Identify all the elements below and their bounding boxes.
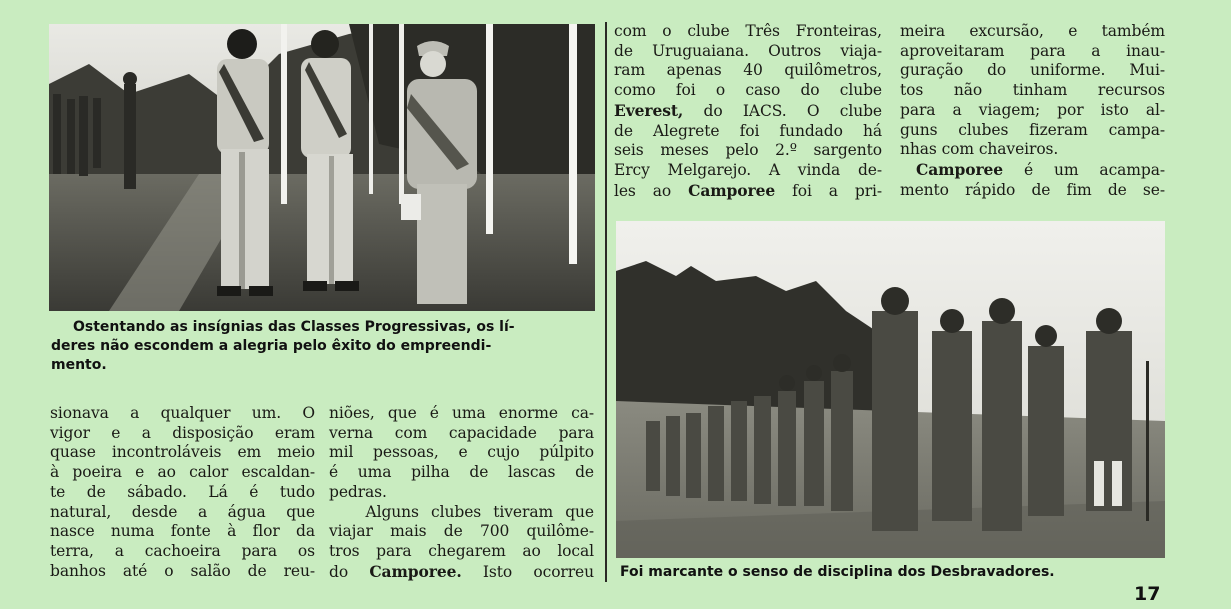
text-column-c — [614, 22, 882, 201]
text-line: verna com capacidade para — [329, 423, 594, 442]
photo-caption-discipline: Foi marcante o senso de disciplina dos Desbravadores. — [620, 564, 1055, 580]
text-line: é uma pilha de lascas de — [329, 463, 594, 482]
text-column-b — [329, 404, 594, 582]
text-line: terra, a cachoeira para os — [50, 541, 315, 560]
text-line: pedras. — [329, 482, 387, 501]
page-number: 17 — [1134, 583, 1161, 605]
photo-saluting-image — [616, 221, 1165, 558]
bold-term: Everest, — [614, 100, 684, 120]
text-line: aproveitaram para a inau- — [900, 41, 1165, 60]
text-line: te de sábado. Lá é tudo — [50, 482, 315, 501]
text-line: à poeira e ao calor escaldan- — [50, 463, 315, 482]
text-line: seis meses pelo 2.º sargento — [614, 141, 882, 160]
column-divider — [605, 22, 607, 582]
text-segment: Isto ocorreu — [461, 562, 595, 581]
text-segment: foi a pri- — [775, 181, 882, 200]
text-segment: é um acampa- — [1003, 160, 1165, 179]
text-line: com o clube Três Fronteiras, — [614, 22, 882, 40]
photo-leaders-image — [49, 24, 595, 311]
bold-term: Camporee. — [369, 561, 462, 581]
bold-term: Camporee — [916, 159, 1004, 179]
text-line: para a viagem; por isto al- — [900, 100, 1165, 119]
text-line — [329, 562, 594, 583]
text-line: viajar mais de 700 quilôme- — [329, 522, 594, 541]
text-line: ram apenas 40 quilômetros, — [614, 61, 882, 80]
text-line: de Uruguaiana. Outros viaja- — [614, 41, 882, 60]
caption-line: deres não escondem a alegria pelo êxito do empreendi- — [51, 338, 492, 354]
photo-leaders-with-insignia — [49, 24, 595, 311]
text-line: Ercy Melgarejo. A vinda de- — [614, 160, 882, 179]
text-line: guração do uniforme. Mui- — [900, 61, 1165, 80]
text-line: sionava a qualquer um. O — [50, 404, 315, 422]
text-line — [614, 181, 882, 202]
text-line: Alguns clubes tiveram que — [329, 502, 594, 521]
photo-pathfinders-saluting — [616, 221, 1165, 558]
bold-term: Camporee — [688, 180, 776, 200]
text-column-d — [900, 22, 1165, 200]
text-line: natural, desde a água que — [50, 502, 315, 521]
text-line: meira excursão, e também — [900, 22, 1165, 40]
text-line: mento rápido de fim de se- — [900, 180, 1165, 199]
caption-line: mento. — [51, 357, 107, 373]
text-line: niões, que é uma enorme ca- — [329, 404, 594, 422]
text-line: mil pessoas, e cujo púlpito — [329, 443, 594, 462]
text-line: de Alegrete foi fundado há — [614, 121, 882, 140]
text-line: como foi o caso do clube — [614, 81, 882, 100]
text-line: nasce numa fonte à flor da — [50, 522, 315, 541]
text-line: tos não tinham recursos — [900, 81, 1165, 100]
text-segment: do IACS. O clube — [683, 101, 882, 120]
text-line — [614, 101, 882, 122]
caption-line: Ostentando as insígnias das Classes Progressivas, os lí- — [73, 319, 515, 335]
text-line: tros para chegarem ao local — [329, 541, 594, 560]
text-line: nhas com chaveiros. — [900, 140, 1059, 159]
text-line: guns clubes fizeram campa- — [900, 120, 1165, 139]
text-column-a — [50, 404, 315, 581]
photo-caption-leaders — [51, 318, 596, 375]
text-line: vigor e a disposição eram — [50, 423, 315, 442]
text-segment: do — [329, 562, 370, 581]
text-segment: les ao — [614, 181, 689, 200]
text-line — [900, 160, 1165, 181]
text-line: quase incontroláveis em meio — [50, 443, 315, 462]
text-line: banhos até o salão de reu- — [50, 561, 315, 580]
